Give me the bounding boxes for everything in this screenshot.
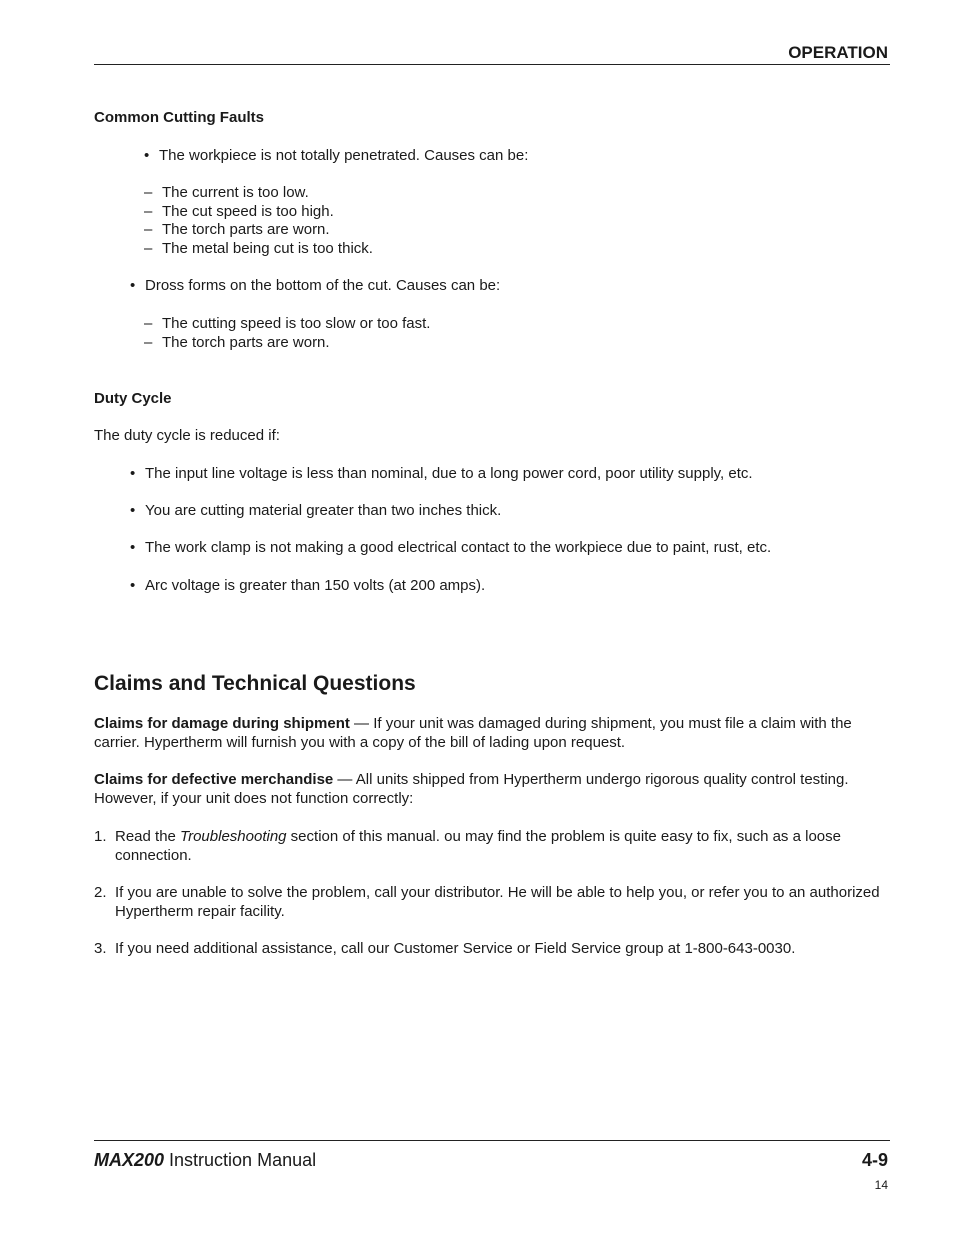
cause-item: – The current is too low. xyxy=(144,183,309,202)
claims-damage-text: — If your unit was damaged during shipment, you must file a claim with the carrier. Hypertherm will furnish you with a copy of the bill of lading upon request. xyxy=(94,715,852,751)
section-header: OPERATION xyxy=(788,43,888,62)
duty-intro: The duty cycle is reduced if: xyxy=(94,427,280,444)
step-number: 1. xyxy=(94,828,107,845)
cause-item: – The metal being cut is too thick. xyxy=(144,239,373,258)
footer-title xyxy=(94,1149,316,1171)
duty-bullet: • You are cutting material greater than two inches thick. xyxy=(130,501,501,520)
step-text: Read the xyxy=(115,828,181,845)
model-name: MAX200 xyxy=(94,1150,165,1170)
duty-bullet: • The work clamp is not making a good electrical contact to the workpiece due to paint, rust, etc. xyxy=(130,538,771,557)
cause-item: – The cutting speed is too slow or too fast. xyxy=(144,314,430,333)
step-number: 3. xyxy=(94,940,107,957)
claims-step xyxy=(94,883,894,921)
step-number: 2. xyxy=(94,884,107,901)
cause-item: – The cut speed is too high. xyxy=(144,202,334,221)
section-page-number: 4-9 xyxy=(861,1150,888,1170)
claims-heading: Claims and Technical Questions xyxy=(94,672,416,695)
fault-bullet: • The workpiece is not totally penetrated. Causes can be: xyxy=(144,146,528,165)
claims-defective-text: — All units shipped from Hypertherm undergo rigorous quality control testing. However, if your unit does not function correctly: xyxy=(94,771,849,807)
duty-bullet: • The input line voltage is less than nominal, due to a long power cord, poor utility supply, etc. xyxy=(130,464,753,483)
page-number: 14 xyxy=(874,1178,888,1192)
step-text: If you need additional assistance, call our Customer Service or Field Service group at 1-800-643-0030. xyxy=(115,940,796,957)
footer-rule xyxy=(94,1140,890,1141)
header-rule xyxy=(94,64,890,65)
faults-heading: Common Cutting Faults xyxy=(94,109,264,126)
cause-item: – The torch parts are worn. xyxy=(144,220,330,239)
step-text: section of this manual. ou may find the problem is quite easy to fix, such as a loose connection. xyxy=(115,828,841,864)
duty-heading: Duty Cycle xyxy=(94,390,172,407)
cause-item: – The torch parts are worn. xyxy=(144,333,330,352)
step-text: If you are unable to solve the problem, call your distributor. He will be able to help you, or refer you to an authorized Hypertherm repair facility. xyxy=(115,884,880,920)
claims-defective-paragraph xyxy=(94,770,894,808)
claims-step xyxy=(94,939,894,958)
claims-damage-paragraph xyxy=(94,714,894,752)
troubleshooting-reference: Troubleshooting xyxy=(180,828,287,845)
fault-bullet: • Dross forms on the bottom of the cut. Causes can be: xyxy=(130,276,500,295)
claims-step xyxy=(94,827,894,865)
manual-label: Instruction Manual xyxy=(164,1150,317,1170)
duty-bullet: • Arc voltage is greater than 150 volts (at 200 amps). xyxy=(130,576,485,595)
claims-damage-label: Claims for damage during shipment xyxy=(94,715,350,732)
claims-defective-label: Claims for defective merchandise xyxy=(94,771,334,788)
